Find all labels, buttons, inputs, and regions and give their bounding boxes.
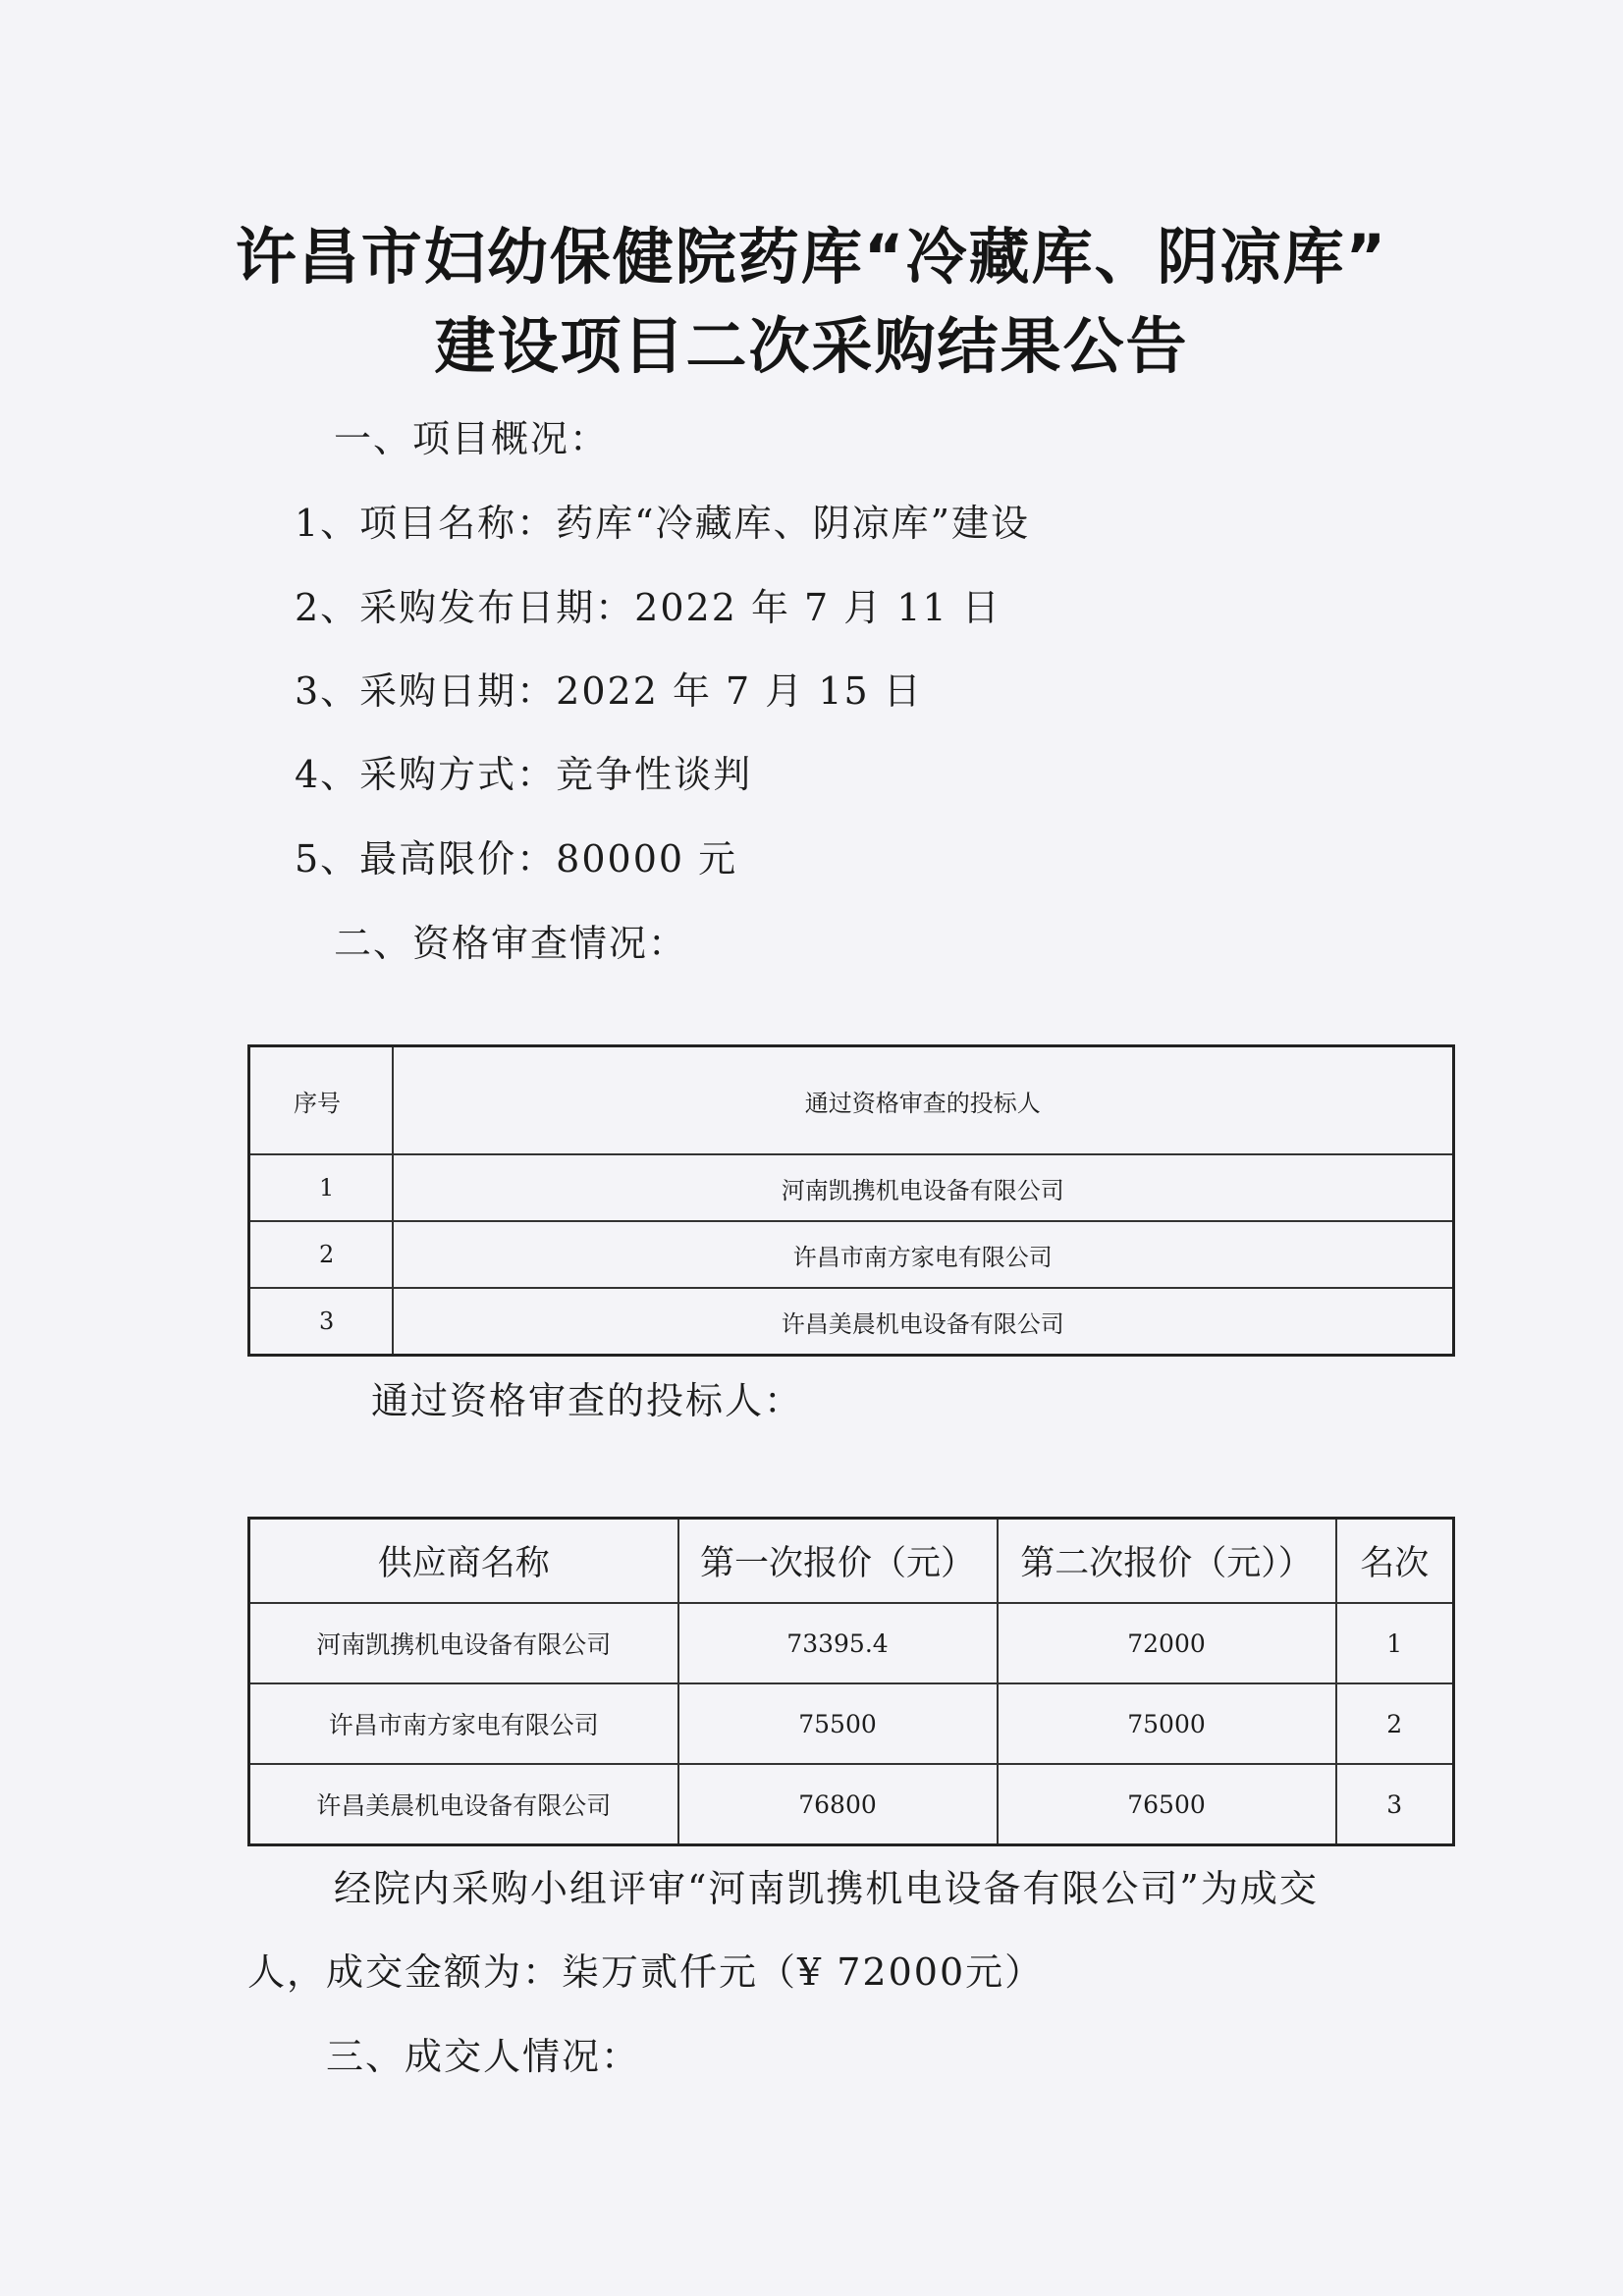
first-quote: 76800 xyxy=(678,1764,998,1845)
project-name-item: 1、项目名称：药库“冷藏库、阴凉库”建设 xyxy=(295,502,1031,545)
bidder-name: 河南凯携机电设备有限公司 xyxy=(393,1154,1454,1221)
bidder-name: 许昌美晨机电设备有限公司 xyxy=(393,1288,1454,1356)
column-header-second-quote: 第二次报价（元）） xyxy=(998,1519,1336,1604)
column-header-first-quote: 第一次报价（元） xyxy=(678,1519,998,1604)
qualified-bidders-caption: 通过资格审查的投标人： xyxy=(371,1379,804,1422)
rank: 1 xyxy=(1336,1603,1454,1683)
rank: 2 xyxy=(1336,1683,1454,1764)
section-2-heading: 二、资格审查情况： xyxy=(334,922,688,965)
first-quote: 73395.4 xyxy=(678,1603,998,1683)
table-row xyxy=(249,1288,1454,1356)
table-header-row xyxy=(249,1046,1454,1155)
column-header-supplier: 供应商名称 xyxy=(249,1519,678,1604)
column-header-index: 序号 xyxy=(249,1046,393,1155)
result-line-1: 经院内采购小组评审“河南凯携机电设备有限公司”为成交 xyxy=(334,1867,1319,1910)
second-quote: 76500 xyxy=(998,1764,1336,1845)
column-header-bidder: 通过资格审查的投标人 xyxy=(393,1046,1454,1155)
bidder-name: 许昌市南方家电有限公司 xyxy=(393,1221,1454,1288)
table-row xyxy=(249,1221,1454,1288)
second-quote: 72000 xyxy=(998,1603,1336,1683)
row-index: 3 xyxy=(249,1288,393,1356)
purchase-date-item: 3、采购日期：2022 年 7 月 15 日 xyxy=(295,669,923,713)
row-index: 1 xyxy=(249,1154,393,1221)
max-price-item: 5、最高限价：80000 元 xyxy=(295,837,738,881)
section-1-heading: 一、项目概况： xyxy=(334,417,610,460)
table-row xyxy=(249,1603,1454,1683)
table-row xyxy=(249,1683,1454,1764)
table-row xyxy=(249,1154,1454,1221)
table-row xyxy=(249,1764,1454,1845)
section-3-heading: 三、成交人情况： xyxy=(326,2035,641,2078)
row-index: 2 xyxy=(249,1221,393,1288)
purchase-method-item: 4、采购方式：竞争性谈判 xyxy=(295,753,753,796)
quotation-table xyxy=(247,1517,1455,1846)
document-title-line-2: 建设项目二次采购结果公告 xyxy=(434,310,1189,382)
qualified-bidders-table xyxy=(247,1044,1455,1357)
rank: 3 xyxy=(1336,1764,1454,1845)
second-quote: 75000 xyxy=(998,1683,1336,1764)
result-line-2: 人，成交金额为：柒万贰仟元（¥ 72000元） xyxy=(247,1950,1045,1994)
publish-date-item: 2、采购发布日期：2022 年 7 月 11 日 xyxy=(295,586,1001,629)
supplier-name: 许昌美晨机电设备有限公司 xyxy=(249,1764,678,1845)
supplier-name: 河南凯携机电设备有限公司 xyxy=(249,1603,678,1683)
table-header-row xyxy=(249,1519,1454,1604)
supplier-name: 许昌市南方家电有限公司 xyxy=(249,1683,678,1764)
first-quote: 75500 xyxy=(678,1683,998,1764)
column-header-rank: 名次 xyxy=(1336,1519,1454,1604)
document-title-line-1: 许昌市妇幼保健院药库“冷藏库、阴凉库” xyxy=(235,221,1388,293)
